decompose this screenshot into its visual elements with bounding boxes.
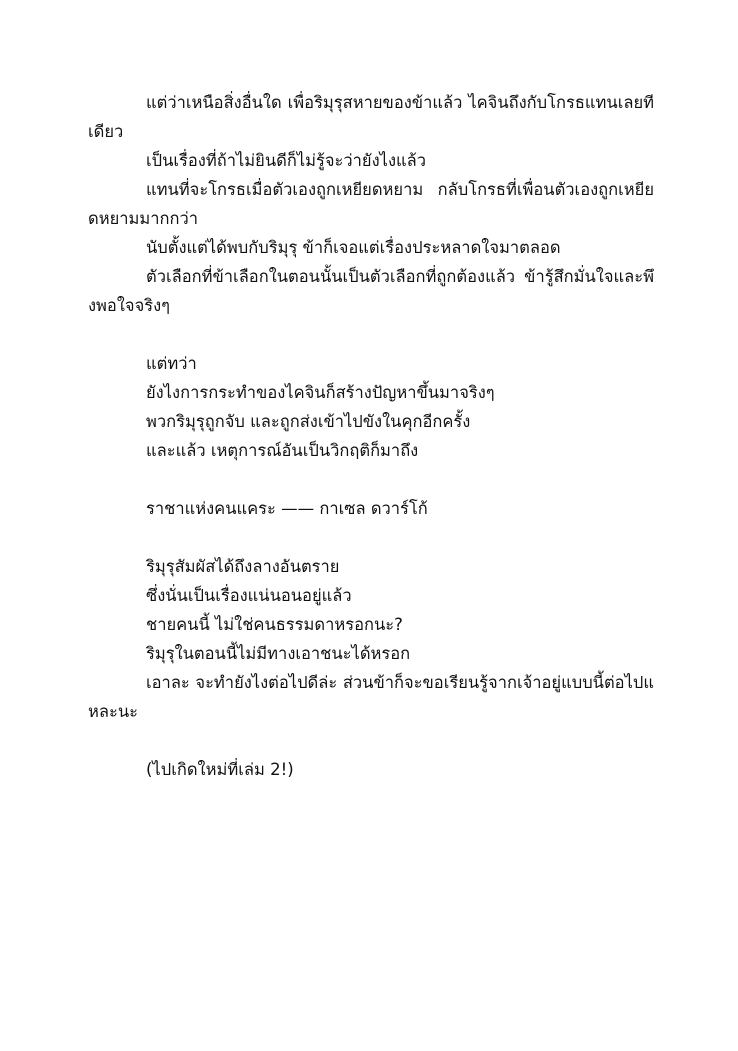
section-heading: ราชาแห่งคนแคระ —— กาเซล ดวาร์โก้ (146, 499, 428, 518)
paragraph: ซึ่งนั่นเป็นเรื่องแน่นอนอยู่แล้ว (146, 586, 352, 605)
paragraph-spacer (88, 523, 654, 552)
paragraph: นับตั้งแต่ได้พบกับริมุรุ ข้าก็เจอแต่เรื่องประหลาดใจมาตลอด (146, 238, 561, 257)
paragraph: ริมุรุในตอนนี้ไม่มีทางเอาชนะได้หรอก (146, 644, 411, 663)
paragraph-spacer (88, 465, 654, 494)
document-body (88, 88, 654, 784)
paragraph: แทนที่จะโกรธเมื่อตัวเองถูกเหยียดหยาม กลับโกรธที่เพื่อนตัวเองถูกเหยียดหยามมากกว่า (88, 180, 654, 228)
paragraph: พวกริมุรุถูกจับ และถูกส่งเข้าไปขังในคุกอีกครั้ง (146, 412, 471, 431)
paragraph-spacer (88, 726, 654, 755)
paragraph: เอาละ จะทำยังไงต่อไปดีล่ะ ส่วนข้าก็จะขอเรียนรู้จากเจ้าอยู่แบบนี้ต่อไปแหละนะ (88, 673, 654, 721)
paragraph: และแล้ว เหตุการณ์อันเป็นวิกฤติก็มาถึง (146, 441, 419, 460)
paragraph: แต่ว่าเหนือสิ่งอื่นใด เพื่อริมุรุสหายของข้าแล้ว ไคจินถึงกับโกรธแทนเลยทีเดียว (88, 93, 654, 141)
paragraph-spacer (88, 320, 654, 349)
paragraph: แต่ทว่า (146, 354, 197, 373)
paragraph: ชายคนนี้ ไม่ใช่คนธรรมดาหรอกนะ? (146, 615, 403, 634)
paragraph: ยังไงการกระทำของไคจินก็สร้างปัญหาขึ้นมาจริงๆ (146, 383, 495, 402)
paragraph: ริมุรุสัมผัสได้ถึงลางอันตราย (146, 557, 340, 576)
closing-note: (ไปเกิดใหม่ที่เล่ม 2!) (146, 760, 294, 779)
paragraph: เป็นเรื่องที่ถ้าไม่ยินดีก็ไม่รู้จะว่ายังไงแล้ว (146, 151, 427, 170)
paragraph: ตัวเลือกที่ข้าเลือกในตอนนั้นเป็นตัวเลือกที่ถูกต้องแล้ว ข้ารู้สึกมั่นใจและพึงพอใจจริงๆ (88, 267, 654, 315)
